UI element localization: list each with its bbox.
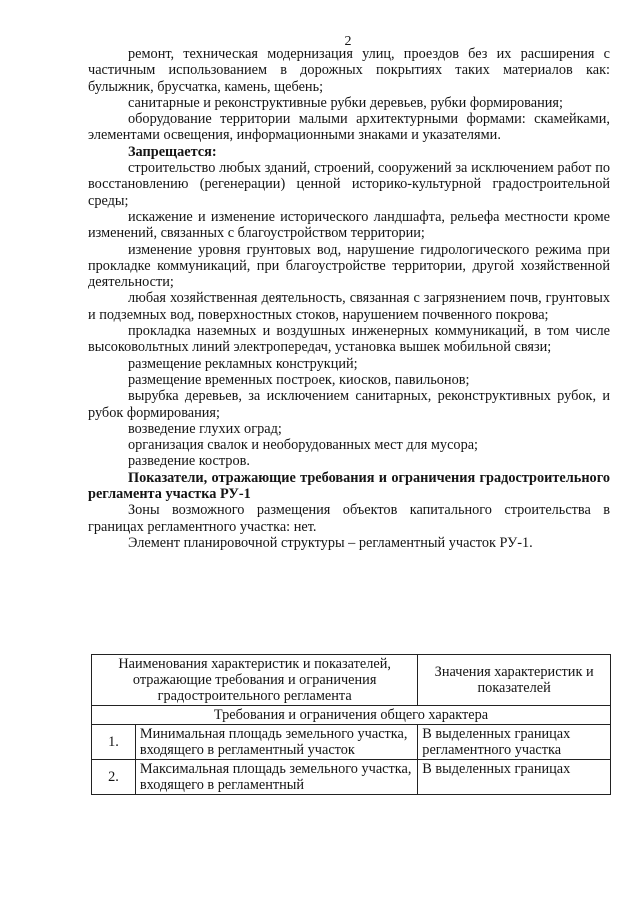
table-header-row (92, 655, 611, 706)
row-name: Максимальная площадь земельного участка, входящего в регламентный (135, 760, 417, 795)
zones-paragraph: Зоны возможного размещения объектов капитального строительства в границах регламентного участка: нет. (88, 502, 610, 535)
paragraph-road-repair: ремонт, техническая модернизация улиц, проездов без их расширения с частичным использованием в дорожных покрытиях таких материалов как: булыжник, брусчатка, камень, щебень; (88, 46, 610, 95)
prohibited-item: любая хозяйственная деятельность, связанная с загрязнением почв, грунтовых и подземных вод, поверхностных стоков, нарушением почвенного покрова; (88, 290, 610, 323)
prohibited-item: организация свалок и необорудованных мест для мусора; (128, 437, 479, 454)
row-value: В выделенных границах (418, 760, 611, 795)
prohibited-item: возведение глухих оград; (128, 420, 282, 437)
header-name-cell: Наименования характеристик и показателей, отражающие требования и ограничения градостроительного регламента (92, 655, 418, 706)
paragraph-small-forms: оборудование территории малыми архитектурными формами: скамейками, элементами освещения, информационными знаками и указателями. (88, 111, 610, 144)
document-body (88, 46, 610, 551)
row-value: В выделенных границах регламентного участка (418, 725, 611, 760)
row-name: Минимальная площадь земельного участка, входящего в регламентный участок (135, 725, 417, 760)
row-number: 1. (92, 725, 136, 760)
prohibited-heading: Запрещается: (128, 143, 217, 160)
prohibited-item: искажение и изменение исторического ландшафта, рельефа местности кроме изменений, связанных с благоустройством территории; (88, 208, 610, 242)
row-number: 2. (92, 760, 136, 795)
prohibited-item: прокладка наземных и воздушных инженерных коммуникаций, в том числе высоковольтных линий электропередач, установка вышек мобильной связи; (88, 323, 610, 356)
element-paragraph: Элемент планировочной структуры – регламентный участок РУ-1. (128, 534, 533, 551)
table-row (92, 760, 611, 795)
prohibited-item: вырубка деревьев, за исключением санитарных, реконструктивных рубок, и рубок формирования; (88, 388, 610, 421)
paragraph-tree-felling: санитарные и реконструктивные рубки деревьев, рубки формирования; (128, 94, 563, 111)
indicators-heading: Показатели, отражающие требования и ограничения градостроительного регламента участка РУ-1 (88, 469, 610, 503)
header-value-cell: Значения характеристик и показателей (418, 655, 611, 706)
regulation-table (91, 654, 611, 795)
section-general-cell: Требования и ограничения общего характера (92, 706, 611, 725)
prohibited-item: разведение костров. (128, 453, 250, 470)
page-number: 2 (344, 34, 352, 49)
prohibited-item: размещение рекламных конструкций; (128, 355, 358, 372)
table-section-row (92, 706, 611, 725)
prohibited-item: размещение временных построек, киосков, павильонов; (128, 371, 470, 388)
prohibited-item: изменение уровня грунтовых вод, нарушение гидрологического режима при прокладке коммуникаций, при благоустройстве территории, другой хозяйственной деятельности; (88, 241, 610, 291)
table-row (92, 725, 611, 760)
prohibited-item: строительство любых зданий, строений, сооружений за исключением работ по восстановлению (регенерации) ценной историко-культурной градостроительной среды; (88, 160, 610, 209)
